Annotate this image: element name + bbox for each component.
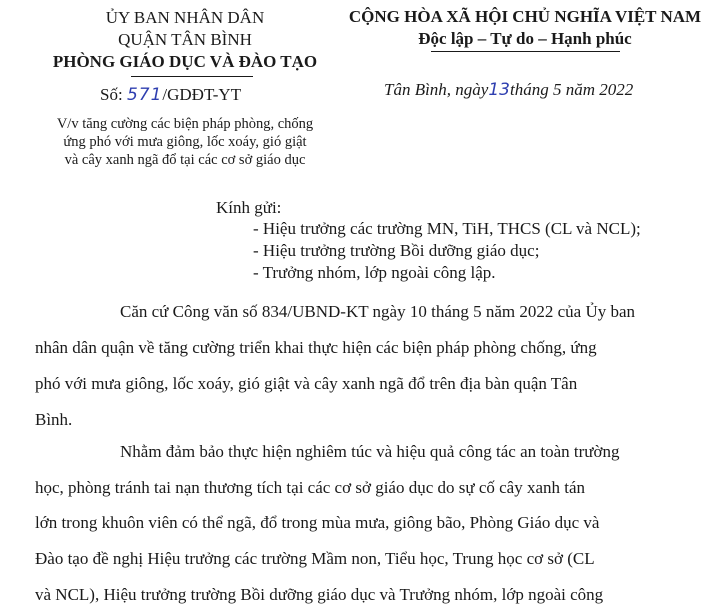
- org-name-line-1: ỦY BAN NHÂN DÂN: [105, 8, 265, 27]
- recipients-greeting: Kính gửi:: [216, 198, 282, 217]
- recipient-item: - Hiệu trưởng trường Bồi dưỡng giáo dục;: [253, 241, 540, 260]
- subject-line-1: V/v tăng cường các biện pháp phòng, chống: [56, 116, 314, 132]
- paragraph-2-line: Nhằm đảm bảo thực hiện nghiêm túc và hiệu quả công tác an toàn trường: [120, 442, 620, 461]
- doc-number-prefix: Số:: [100, 85, 127, 104]
- paragraph-1-line: nhân dân quận về tăng cường triển khai thực hiện các biện pháp phòng chống, ứng: [35, 338, 597, 357]
- paragraph-2-line: và NCL), Hiệu trưởng trường Bồi dưỡng giáo dục và Trưởng nhóm, lớp ngoài công: [35, 585, 604, 604]
- paragraph-2-line: lớn trong khuôn viên có thể ngã, đổ trong mùa mưa, giông bão, Phòng Giáo dục và: [35, 513, 600, 532]
- org-underline: [131, 76, 253, 77]
- date-prefix: Tân Bình, ngày: [384, 80, 489, 99]
- recipient-item: - Trưởng nhóm, lớp ngoài công lập.: [253, 263, 496, 282]
- doc-number-handwritten: 571: [126, 85, 163, 105]
- org-name-line-2: QUẬN TÂN BÌNH: [118, 30, 252, 49]
- paragraph-1-line: Bình.: [35, 410, 73, 429]
- paragraph-2-line: Đào tạo đề nghị Hiệu trưởng các trường Mầm non, Tiểu học, Trung học cơ sở (CL: [35, 549, 595, 568]
- paragraph-2-line: học, phòng tránh tai nạn thương tích tại các cơ sở giáo dục do sự cố cây xanh tán: [35, 478, 586, 497]
- date-line: [384, 80, 633, 100]
- date-day-handwritten: 13: [488, 80, 510, 100]
- recipient-item: - Hiệu trưởng các trường MN, TiH, THCS (CL và NCL);: [253, 219, 641, 238]
- nation-title: CỘNG HÒA XÃ HỘI CHỦ NGHĨA VIỆT NAM: [348, 7, 702, 26]
- motto-underline: [431, 51, 620, 52]
- document-number: [100, 85, 241, 105]
- doc-number-suffix: /GDĐT-YT: [162, 85, 242, 104]
- date-suffix: tháng 5 năm 2022: [510, 80, 634, 99]
- org-name-line-3: PHÒNG GIÁO DỤC VÀ ĐÀO TẠO: [52, 52, 318, 71]
- paragraph-1-line: phó với mưa giông, lốc xoáy, gió giật và cây xanh ngã đổ trên địa bàn quận Tân: [35, 374, 578, 393]
- subject-line-3: và cây xanh ngã đổ tại các cơ sở giáo dục: [64, 152, 306, 168]
- paragraph-1-line: Căn cứ Công văn số 834/UBND-KT ngày 10 tháng 5 năm 2022 của Ủy ban: [120, 302, 636, 321]
- national-motto: Độc lập – Tự do – Hạnh phúc: [418, 29, 632, 48]
- subject-line-2: ứng phó với mưa giông, lốc xoáy, gió giật: [63, 134, 307, 150]
